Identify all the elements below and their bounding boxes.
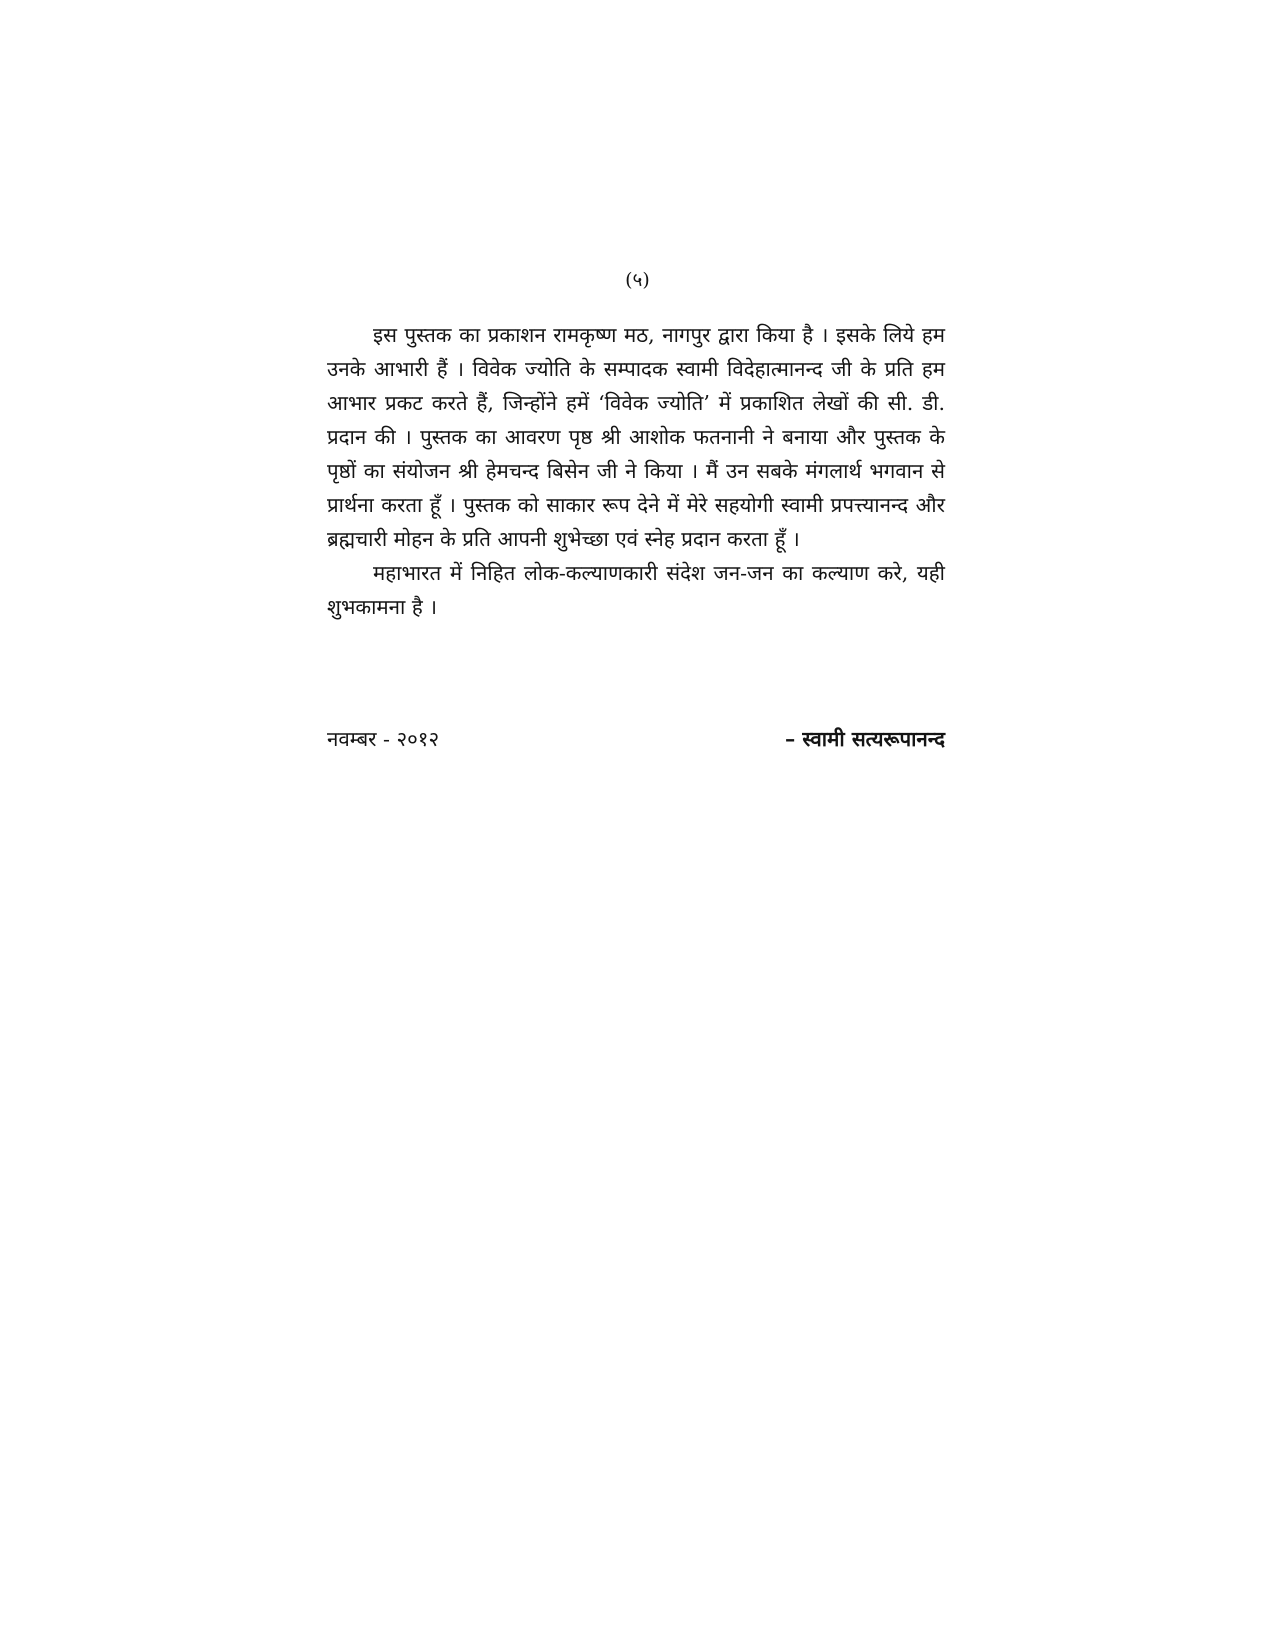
signoff-author: – स्वामी सत्यरूपानन्द (785, 727, 945, 751)
signoff-date: नवम्बर - २०१२ (327, 727, 440, 751)
body-text (327, 318, 945, 624)
page-number: (५) (625, 269, 650, 291)
signoff (327, 722, 945, 756)
paragraph-blessing: महाभारत में निहित लोक-कल्याणकारी संदेश जन-जन का कल्याण करे, यही शुभकामना है । (327, 561, 945, 619)
paragraph-acknowledgement: इस पुस्तक का प्रकाशन रामकृष्ण मठ, नागपुर द्वारा किया है । इसके लिये हम उनके आभारी हैं । विवेक ज्योति के सम्पादक स्वामी विदेहात्मानन्द जी के प्रति हम आभार प्रकट करते हैं, जिन्होंने हमें ‘विवेक ज्योति’ में प्रकाशित लेखों की सी. डी. प्रदान की । पुस्तक का आवरण पृष्ठ श्री आशोक फतनानी ने बनाया और पुस्तक के पृष्ठों का संयोजन श्री हेमचन्द बिसेन जी ने किया । मैं उन सबके मंगलार्थ भगवान से प्रार्थना करता हूँ । पुस्तक को साकार रूप देने में मेरे सहयोगी स्वामी प्रपत्त्यानन्द और ब्रह्मचारी मोहन के प्रति आपनी शुभेच्छा एवं स्नेह प्रदान करता हूँ । (327, 323, 945, 551)
